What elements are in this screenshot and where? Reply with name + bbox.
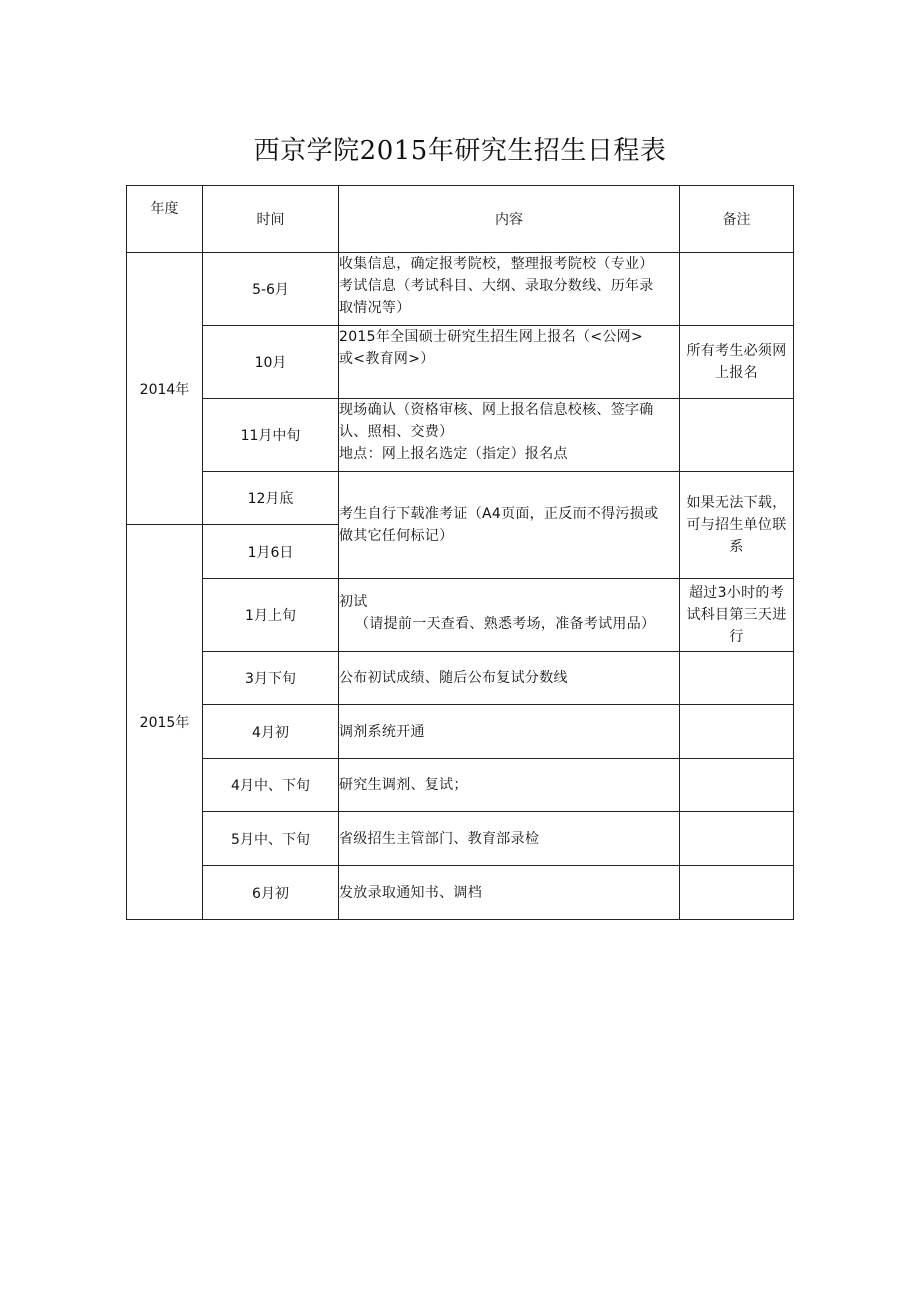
table-row [127,253,794,326]
header-note: 备注 [680,186,794,253]
content-cell [339,326,680,399]
content-line: 做其它任何标记） [339,528,454,544]
note-line: 超过3小时的考 [688,585,784,601]
time-cell: 4月初 [203,705,339,759]
content-line: 收集信息，确定报考院校，整理报考院校（专业） [339,256,654,272]
content-line: 2015年全国硕士研究生招生网上报名（<公网> [339,329,643,345]
content-cell [339,399,680,472]
table-row [127,759,794,812]
table-row [127,866,794,920]
note-cell [680,579,794,652]
table-row [127,472,794,525]
note-line: 可与招生单位联 [686,517,787,533]
header-content: 内容 [339,186,680,253]
time-cell: 12月底 [203,472,339,525]
note-line: 上报名 [715,365,758,381]
note-line: 如果无法下载， [686,495,787,511]
table-row [127,812,794,866]
time-cell: 11月中旬 [203,399,339,472]
time-cell: 5-6月 [203,253,339,326]
table-row [127,399,794,472]
time-cell: 6月初 [203,866,339,920]
time-cell: 3月下旬 [203,652,339,705]
note-cell [680,399,794,472]
content-line: （请提前一天查看、熟悉考场，准备考试用品） [355,616,656,632]
table-row [127,705,794,759]
content-cell: 调剂系统开通 [339,705,680,759]
content-cell [339,579,680,652]
year-cell-2015: 2015年 [127,525,203,920]
note-cell [680,326,794,399]
content-cell: 研究生调剂、复试； [339,759,680,812]
note-cell [680,652,794,705]
table-row [127,326,794,399]
note-cell [680,472,794,579]
note-line: 试科目第三天进 [686,607,787,623]
content-cell: 发放录取通知书、调档 [339,866,680,920]
content-line: 地点：网上报名选定（指定）报名点 [339,446,568,462]
page-title: 西京学院2015年研究生招生日程表 [253,136,667,166]
content-line: 考生自行下载准考证（A4页面，正反而不得污损或 [339,506,659,522]
header-year: 年度 [127,186,203,253]
header-row [127,186,794,253]
content-line: 取情况等） [339,300,411,316]
content-line: 或<教育网>） [339,351,435,367]
schedule-table [126,185,794,920]
note-line: 行 [729,629,744,645]
content-line: 初试 [339,594,368,610]
year-cell-2014: 2014年 [127,253,203,525]
note-cell [680,812,794,866]
note-line: 所有考生必须网 [686,343,787,359]
note-line: 系 [729,539,744,555]
note-cell [680,253,794,326]
content-cell: 省级招生主管部门、教育部录检 [339,812,680,866]
time-cell: 10月 [203,326,339,399]
content-cell: 公布初试成绩、随后公布复试分数线 [339,652,680,705]
time-cell: 5月中、下旬 [203,812,339,866]
table-row [127,579,794,652]
time-cell: 4月中、下旬 [203,759,339,812]
time-cell: 1月上旬 [203,579,339,652]
content-line: 认、照相、交费） [339,424,454,440]
note-cell [680,759,794,812]
content-line: 现场确认（资格审核、网上报名信息校核、签字确 [339,402,654,418]
content-cell [339,253,680,326]
table-row [127,652,794,705]
note-cell [680,705,794,759]
content-line: 考试信息（考试科目、大纲、录取分数线、历年录 [339,278,654,294]
content-cell [339,472,680,579]
header-time: 时间 [203,186,339,253]
note-cell [680,866,794,920]
time-cell: 1月6日 [203,525,339,579]
